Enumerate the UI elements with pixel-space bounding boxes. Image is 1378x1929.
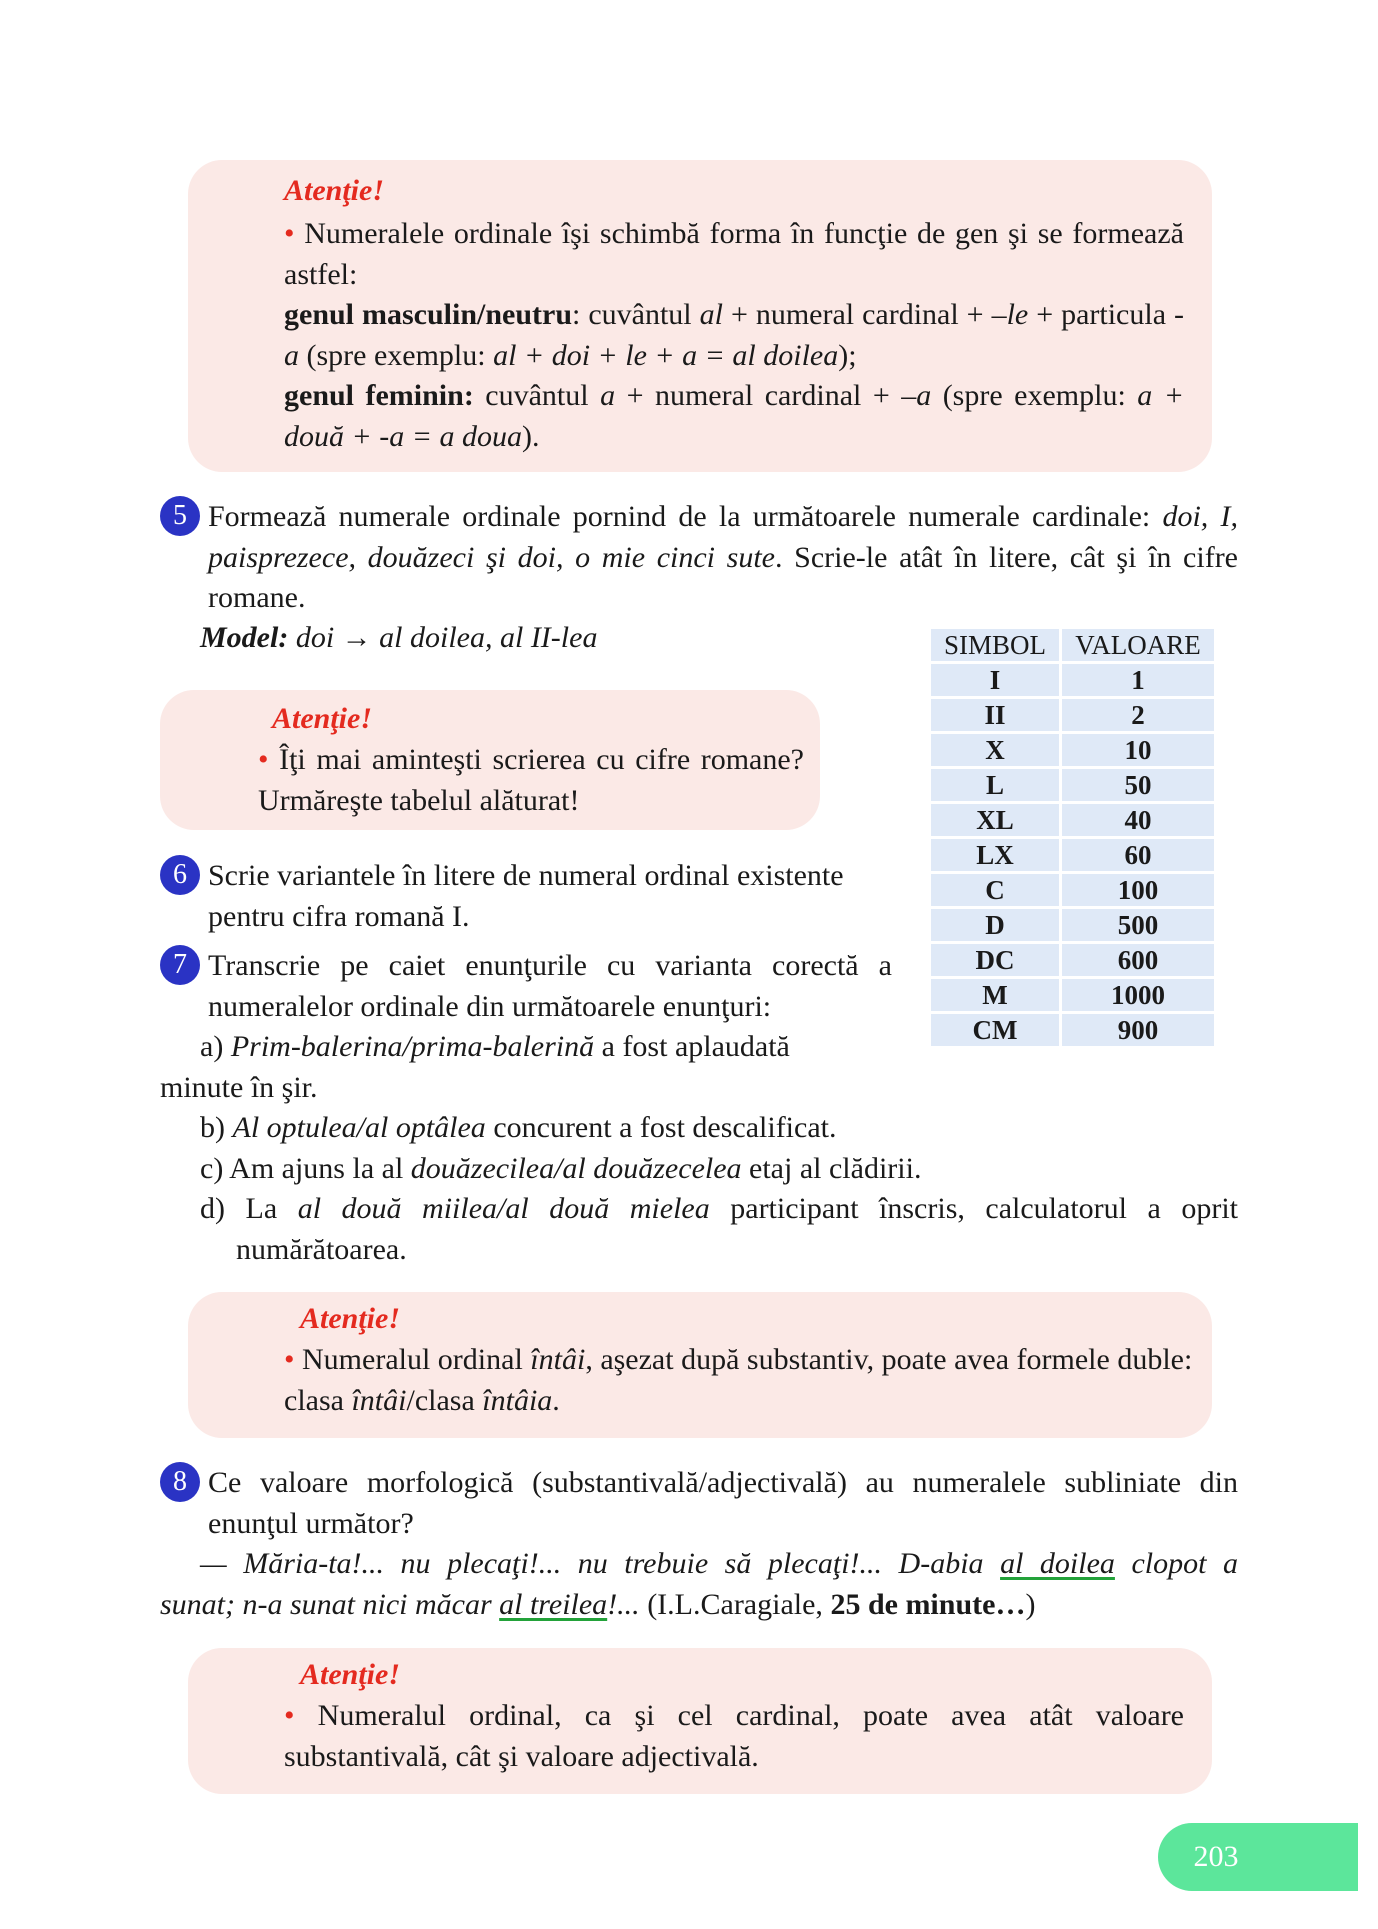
text: a [600, 379, 616, 412]
text: (spre exemplu: [299, 338, 494, 372]
attention-text [258, 740, 804, 821]
source-title: 25 de minute… [830, 1588, 1026, 1621]
bullet: • [258, 743, 269, 776]
source: ) [1025, 1588, 1036, 1621]
text: Numeralul ordinal [294, 1343, 531, 1376]
quote-line-2 [160, 1585, 1035, 1626]
masc-label: genul masculin/neutru [284, 298, 573, 331]
table-cell-value: 600 [1062, 944, 1214, 976]
model-text: doi → al doilea, al II-lea [288, 621, 598, 654]
text: concurent a fost descalificat. [485, 1111, 837, 1144]
options: Al optulea/al optâlea [232, 1111, 486, 1144]
table-row [931, 664, 1214, 696]
table-cell-symbol: II [931, 699, 1059, 731]
exercise-7-text: Transcrie pe caiet enunţurile cu varianta corectă a numeralelor ordinale din următoarele enunţuri: [208, 949, 892, 1023]
label: c) [200, 1152, 230, 1185]
table-row [931, 734, 1214, 766]
table-row [931, 979, 1214, 1011]
table-header-value: VALOARE [1062, 629, 1214, 661]
table-cell-symbol: LX [931, 839, 1059, 871]
item-b [200, 1108, 836, 1149]
attention-box-4 [188, 1648, 1212, 1794]
underlined-numeral: al treilea [499, 1588, 608, 1621]
table-cell-value: 2 [1062, 699, 1214, 731]
table-cell-symbol: L [931, 769, 1059, 801]
table-cell-value: 1 [1062, 664, 1214, 696]
table-row [931, 874, 1214, 906]
table-cell-value: 50 [1062, 769, 1214, 801]
rule-intro: Numeralele ordinale îşi schimbă forma în funcţie de gen şi se formează astfel: [284, 217, 1184, 291]
text: a [284, 338, 299, 372]
model-line [200, 618, 597, 659]
text: ); [838, 338, 857, 372]
attention-text [284, 214, 1184, 457]
quote: sunat; n-a sunat nici măcar [160, 1588, 500, 1621]
table-cell-value: 10 [1062, 734, 1214, 766]
text: . [552, 1383, 560, 1417]
attention-title: Atenţie! [272, 702, 373, 735]
page-number [1158, 1823, 1358, 1891]
exercise-number-8: 8 [160, 1462, 200, 1502]
table-header-symbol: SIMBOL [931, 629, 1059, 661]
attention-title: Atenţie! [300, 1658, 401, 1691]
text: întâi [530, 1343, 586, 1376]
attention-title: Atenţie! [284, 174, 385, 207]
text: (spre exemplu: [931, 379, 1138, 412]
text: Formează numerale ordinale pornind de la următoarele numerale cardinale: [208, 500, 1163, 533]
exercise-6-text: Scrie variantele în litere de numeral ordinal existente pentru cifra romană I. [208, 859, 844, 933]
text: Am ajuns la al [229, 1152, 411, 1185]
fem-label: genul feminin: [284, 379, 474, 412]
item-a [200, 1027, 892, 1068]
quote: — Măria-ta!... nu plecaţi!... nu trebuie să plecaţi!... D-abia [200, 1547, 1001, 1580]
text: întâi [351, 1383, 407, 1417]
text: /clasa [406, 1383, 483, 1417]
table-cell-symbol: X [931, 734, 1059, 766]
options: douăzecilea/al douăzecelea [410, 1152, 742, 1185]
text: –a [901, 379, 932, 412]
text: + particula - [1028, 298, 1184, 331]
table-row [931, 839, 1214, 871]
exercise-5-text [208, 497, 1238, 619]
page-number-text: 203 [1193, 1840, 1239, 1873]
attention-text [284, 1340, 1194, 1421]
item-d [200, 1189, 1238, 1230]
text: : cuvântul [572, 298, 700, 331]
text: cuvântul [473, 379, 601, 412]
attention-box-3 [188, 1292, 1212, 1438]
table-row [931, 944, 1214, 976]
numeral-list: doi, I, paisprezece, douăzeci şi doi, o mie cinci sute [208, 500, 1239, 574]
table-row [931, 769, 1214, 801]
table-cell-symbol: DC [931, 944, 1059, 976]
text: întâia [482, 1383, 553, 1417]
bullet: • [284, 1343, 295, 1376]
quote: !... [607, 1588, 640, 1621]
table-cell-value: 40 [1062, 804, 1214, 836]
text: ). [521, 419, 540, 453]
text: . Scrie-le atât în litere, cât şi în cifre romane. [208, 540, 1238, 614]
attention-box-2 [160, 690, 820, 830]
example: al + doi + le + a = al doilea [493, 338, 839, 372]
exercise-number-5: 5 [160, 496, 200, 536]
label: a) [200, 1030, 231, 1063]
text: participant înscris, calculatorul a oprit [709, 1192, 1239, 1225]
text: + numeral cardinal + [615, 379, 902, 412]
exercise-number-6: 6 [160, 855, 200, 895]
table-cell-symbol: I [931, 664, 1059, 696]
text: La [245, 1192, 298, 1225]
text: etaj al clădirii. [741, 1152, 922, 1185]
table-row [931, 699, 1214, 731]
table-cell-value: 900 [1062, 1014, 1214, 1046]
table-row [931, 804, 1214, 836]
text: Numeralul ordinal, ca şi cel cardinal, poate avea atât valoare substantivală, cât şi valoare adjectivală. [284, 1699, 1184, 1773]
exercise-number-7: 7 [160, 945, 200, 985]
table-cell-symbol: D [931, 909, 1059, 941]
table-row [931, 1014, 1214, 1046]
table-cell-symbol: C [931, 874, 1059, 906]
item-a-cont: minute în şir. [160, 1071, 318, 1104]
quote: clopot a [1114, 1547, 1238, 1580]
text: al [699, 298, 723, 331]
text: a fost aplaudată [594, 1030, 790, 1063]
table-cell-symbol: XL [931, 804, 1059, 836]
options: al două miilea/al două mielea [297, 1192, 710, 1225]
options: Prim-balerina/prima-balerină [230, 1030, 595, 1063]
attention-box-1 [188, 160, 1212, 472]
table-cell-value: 60 [1062, 839, 1214, 871]
table-cell-value: 500 [1062, 909, 1214, 941]
label: d) [200, 1192, 246, 1225]
text: –le [991, 298, 1029, 331]
table-cell-value: 100 [1062, 874, 1214, 906]
item-c [200, 1149, 921, 1190]
label: b) [200, 1111, 233, 1144]
bullet: • [284, 217, 295, 250]
example: a + două + -a = a doua [284, 379, 1184, 453]
table-cell-value: 1000 [1062, 979, 1214, 1011]
attention-title: Atenţie! [300, 1302, 401, 1335]
bullet: • [284, 1699, 295, 1732]
exercise-8-text: Ce valoare morfologică (substantivală/adjectivală) au numeralele subliniate din enunţul următor? [208, 1466, 1238, 1540]
roman-numeral-table [928, 626, 1217, 1049]
source: (I.L.Caragiale, [639, 1588, 831, 1621]
table-cell-symbol: M [931, 979, 1059, 1011]
item-d-cont: numărătoarea. [236, 1233, 407, 1266]
underlined-numeral: al doilea [1000, 1547, 1115, 1580]
attention-text [284, 1696, 1184, 1777]
model-label: Model: [200, 621, 289, 654]
quote-line-1 [200, 1544, 1238, 1585]
table-cell-symbol: CM [931, 1014, 1059, 1046]
text: , aşezat după substantiv, poate avea formele duble: clasa [284, 1343, 1193, 1417]
table-row [931, 909, 1214, 941]
text: + numeral cardinal + [722, 298, 992, 331]
text: Îţi mai aminteşti scrierea cu cifre romane? Urmăreşte tabelul alăturat! [258, 743, 804, 817]
